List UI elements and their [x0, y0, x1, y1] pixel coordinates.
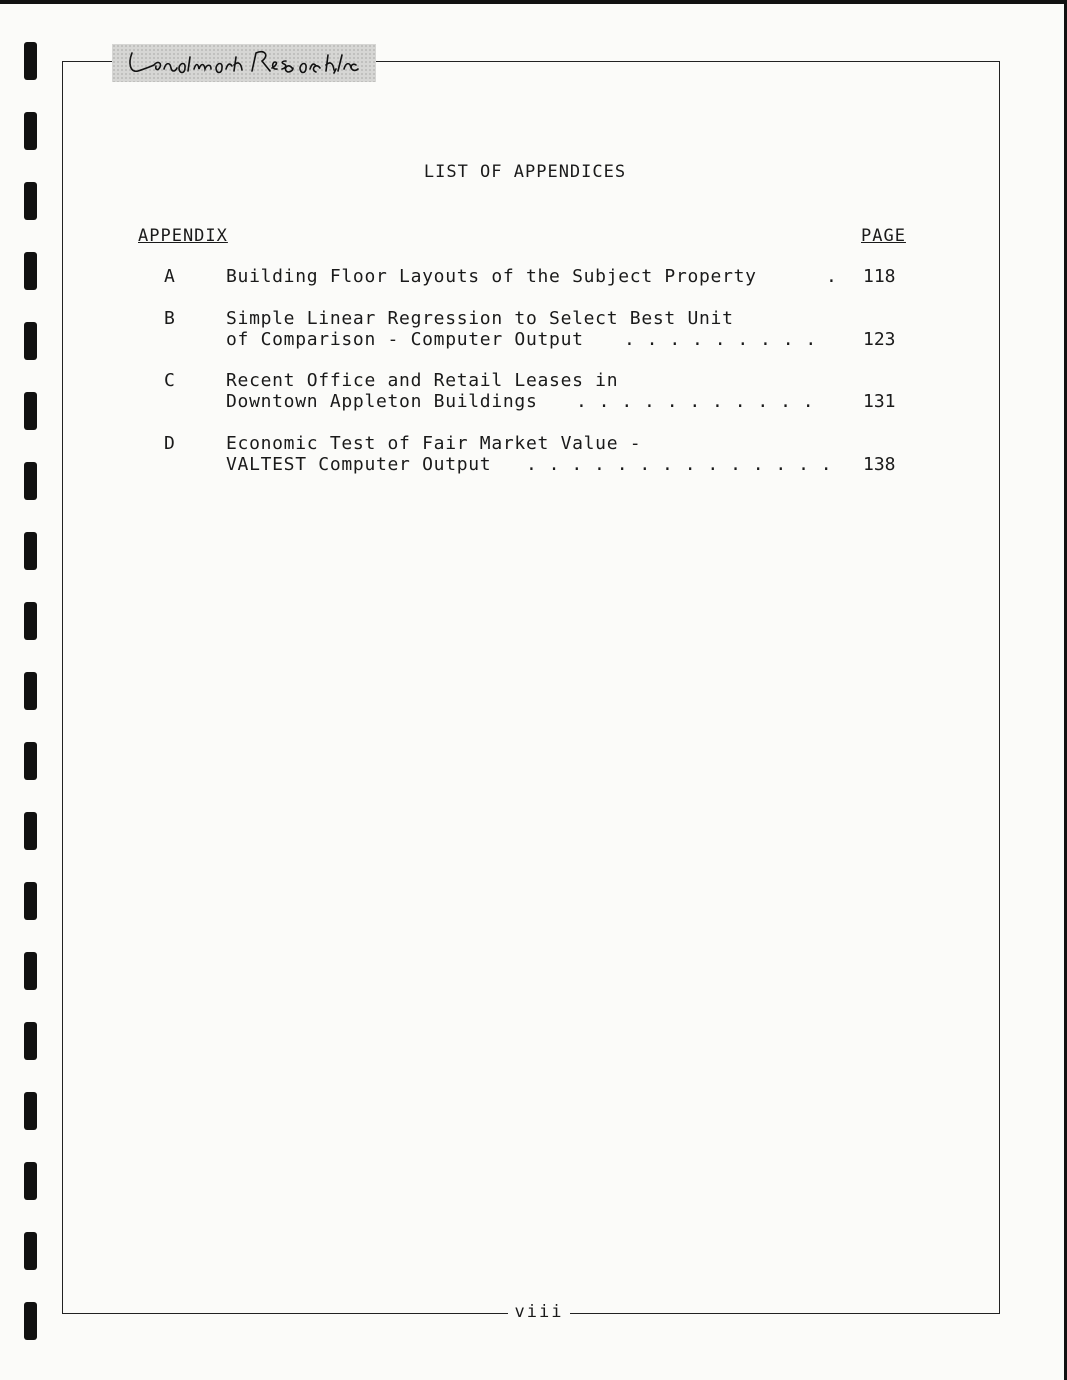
- page-footer-number: viii: [508, 1302, 570, 1326]
- binding-hole: [24, 952, 37, 990]
- binding-hole: [24, 1022, 37, 1060]
- appendix-letter: B: [164, 308, 175, 329]
- binding-hole: [24, 1302, 37, 1340]
- appendix-title-line1: Economic Test of Fair Market Value -: [226, 433, 642, 454]
- binding-hole: [24, 1162, 37, 1200]
- company-logo: [112, 44, 376, 82]
- appendix-title-line1: Building Floor Layouts of the Subject Property: [226, 266, 757, 287]
- page-frame: [62, 61, 1000, 1314]
- dot-leader: .: [826, 266, 838, 287]
- appendix-page-number: 123: [863, 329, 896, 350]
- dot-leader: . . . . . . . . . . . . . .: [526, 454, 833, 475]
- binding-hole: [24, 112, 37, 150]
- page-title: LIST OF APPENDICES: [423, 162, 627, 182]
- binding-hole: [24, 322, 37, 360]
- binding-hole: [24, 882, 37, 920]
- dot-leader: . . . . . . . . .: [624, 329, 817, 350]
- binding-hole: [24, 1092, 37, 1130]
- logo-script: [124, 47, 364, 79]
- appendix-page-number: 118: [863, 266, 896, 287]
- appendix-column-header: APPENDIX: [138, 226, 228, 246]
- page-column-header: PAGE: [861, 226, 906, 246]
- binding-hole: [24, 1232, 37, 1270]
- binding-hole: [24, 812, 37, 850]
- appendix-title-line1: Simple Linear Regression to Select Best Unit: [226, 308, 734, 329]
- binding-hole: [24, 252, 37, 290]
- appendix-page-number: 131: [863, 391, 896, 412]
- appendix-page-number: 138: [863, 454, 896, 475]
- binding-hole: [24, 42, 37, 80]
- appendix-letter: A: [164, 266, 175, 287]
- binding-hole: [24, 672, 37, 710]
- appendix-title-line2: of Comparison - Computer Output: [226, 329, 584, 350]
- binding-hole: [24, 182, 37, 220]
- appendix-title-line1: Recent Office and Retail Leases in: [226, 370, 619, 391]
- binding-hole: [24, 602, 37, 640]
- page-top-edge: [0, 0, 1067, 4]
- appendix-title-line2: VALTEST Computer Output: [226, 454, 492, 475]
- binding-hole: [24, 532, 37, 570]
- binding-hole: [24, 742, 37, 780]
- appendix-letter: C: [164, 370, 175, 391]
- binding-hole: [24, 462, 37, 500]
- appendix-letter: D: [164, 433, 175, 454]
- dot-leader: . . . . . . . . . . .: [576, 391, 815, 412]
- binding-hole: [24, 392, 37, 430]
- appendix-title-line2: Downtown Appleton Buildings: [226, 391, 538, 412]
